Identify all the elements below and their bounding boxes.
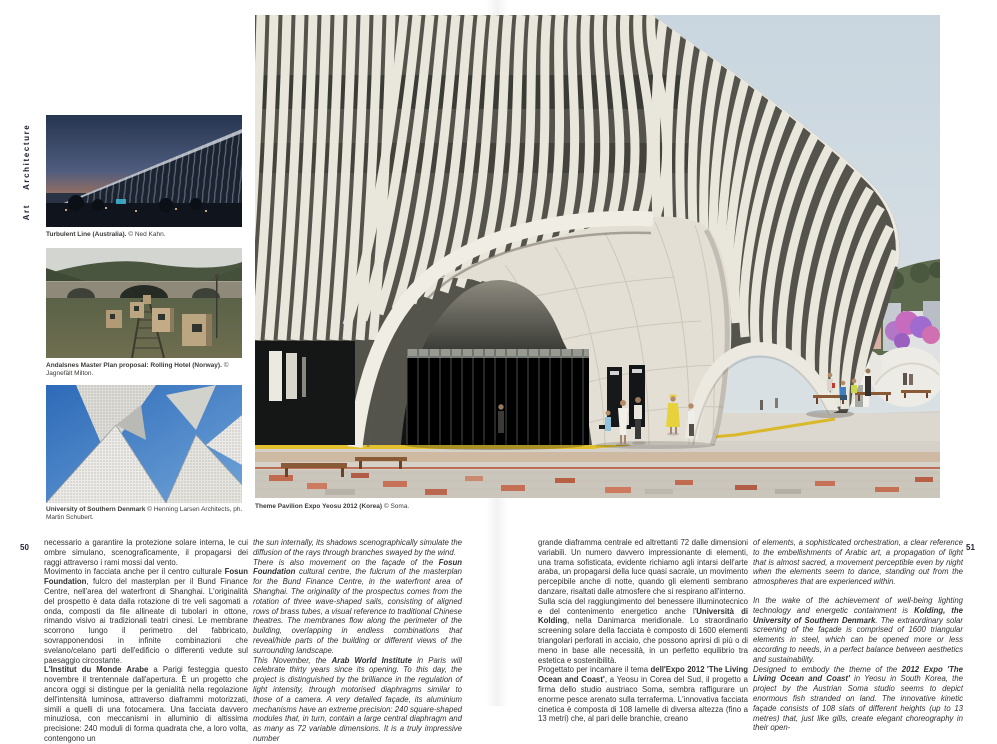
thumbnail-rolling-hotel	[46, 248, 242, 358]
caption-title: Theme Pavilion Expo Yeosu 2012 (Korea)	[255, 503, 383, 510]
theme-pavilion-illustration	[255, 15, 940, 498]
caption-title: University of Southern Denmark	[46, 506, 146, 513]
main-photo-caption	[255, 503, 655, 511]
main-photo-theme-pavilion	[255, 15, 940, 498]
caption-title: Turbulent Line (Australia).	[46, 231, 127, 238]
usd-facade-illustration	[46, 385, 242, 503]
caption-credit: © Jagnefält Milton.	[46, 362, 229, 377]
sidebar-vertical-label	[20, 122, 32, 222]
article-column-1: necessario a garantire la protezione solare interna, le cui ombre simulano, scenograficamente, il propagarsi dei raggi attraverso i rami mossi dal vento. Movimento in facciata anche per il centro culturale Fosun Foundation, fulcro del masterplan per il Bund Finance Centre, nell'area del waterfront di Shanghai. L'originalità del prospetto è data dalla rotazione di tre veli sagomati a onda, composti da file allineate di tubolari in ottone, rimando visivo ai tradizionali teatri cinesi. Le membrane scorrono lungo il perimetro del fabbricato, sovrapponendosi in infinite combinazioni che svelano/celano parti dell'edificio o differenti vedute sul paesaggio circostante. L'Institut du Monde Arabe a Parigi festeggia questo novembre il trentennale dall'apertura. È un progetto che ancora oggi si distingue per la genialità nella regolazione dell'intensità luminosa, attraverso diaframmi motorizzati, simili a quelli di una fotocamera. Una facciata davvero minuziosa, con meccanismi in alluminio di altissima precisione: 240 moduli di forma quadrata che, a loro volta, contengono un	[44, 538, 248, 743]
thumbnail-university-southern-denmark	[46, 385, 242, 503]
caption-credit: © Ned Kahn.	[126, 231, 166, 238]
thumbnail-caption-turbulent-line	[46, 231, 246, 239]
thumbnail-caption-usd	[46, 506, 246, 522]
turbulent-line-illustration	[46, 115, 242, 227]
page-number-left: 50	[20, 543, 29, 552]
rolling-hotel-illustration	[46, 248, 242, 358]
thumbnail-caption-rolling-hotel	[46, 362, 246, 378]
category-label: Architecture	[21, 123, 31, 190]
page-number-right: 51	[966, 543, 975, 552]
caption-credit: © Soma.	[382, 503, 410, 510]
article-column-3: grande diaframma centrale ed altrettanti 72 dalle dimensioni variabili. Un numero davvero impressionante di elementi, una trama sofisticata, evidente richiamo agli intarsi dell'arte araba, un propagarsi della luce quasi sacrale, un movimento percepibile anche di notte, quando gli elementi sembrano danzare, risaltati dalle atmosfere che si respirano all'interno. Sulla scia del raggiungimento del benessere illuminotecnico e del contenimento energetico anche l'Università di Kolding, nella Danimarca meridionale. Lo straordinario screening solare della facciata è composto di 1600 elementi triangolari perforati in acciaio, che possono aprirsi di più o di meno in base alle necessità, in un perfetto equilibrio tra estetica e sostenibilità. Progettato per incarnare il tema dell'Expo 2012 'The Living Ocean and Coast', a Yeosu in Corea del Sud, il progetto a firma dello studio austriaco Soma, sembra raffigurare un enorme pesce arenato sulla terraferma. L'innovativa facciata cinetica è composta di 108 lamelle di diversa altezza (fino a 13 metri) che, al pari delle branchie, creano	[538, 538, 749, 724]
caption-credit: © Henning Larsen Architects, ph. Martin Schubert.	[46, 506, 243, 521]
thumbnail-turbulent-line	[46, 115, 242, 227]
section-label: Art	[21, 203, 31, 221]
article-column-2: the sun internally, its shadows scenographically simulate the diffusion of the rays through branches swayed by the wind. There is also movement on the façade of the Fosun Foundation cultural centre, the fulcrum of the masterplan for the Bund Finance Centre, in the waterfront area of Shanghai. The originality of the prospectus comes from the rotation of three wave-shaped sails, consisting of aligned rows of brass tubes, a visual reference to traditional Chinese theatres. The membranes flow along the perimeter of the building, overlapping in endless combinations that reveal/hide parts of the building or different views of the surrounding landscape. This November, the Arab World Institute in Paris will celebrate thirty years since its opening. To this day, the project is distinguished by the brilliance in the regulation of light intensity, through motorised diaphragms similar to those of a camera. A very detailed façade, its aluminium mechanisms have an extreme precision: 240 square-shaped modules that, in turn, contain a large central diaphragm and as many as 72 variable dimensions. It is a truly impressive number	[253, 538, 462, 743]
caption-title: Andalsnes Master Plan proposal: Rolling Hotel (Norway).	[46, 362, 222, 369]
article-column-4: of elements, a sophisticated orchestration, a clear reference to the embellishments of Arabic art, a propagation of light that is almost sacred, a movement perceptible even by night when the elements seem to dance, standing out from the atmospheres that are experienced within. In the wake of the achievement of well-being lighting technology and energetic containment is Kolding, the University of Southern Denmark. The extraordinary solar screening of the façade is comprised of 1600 triangular elements in steel, which can be opened more or less according to needs, in a perfect balance between aesthetics and sustainability. Designed to embody the theme of the 2012 Expo 'The Living Ocean and Coast' in Yeosu in South Korea, the project by the Austrian Soma studio seems to depict enormous fish stranded on land. The innovative kinetic façade consists of 108 slats of different heights (up to 13 metres) that, just like gills, create elegant choreography in their open-	[753, 538, 964, 733]
